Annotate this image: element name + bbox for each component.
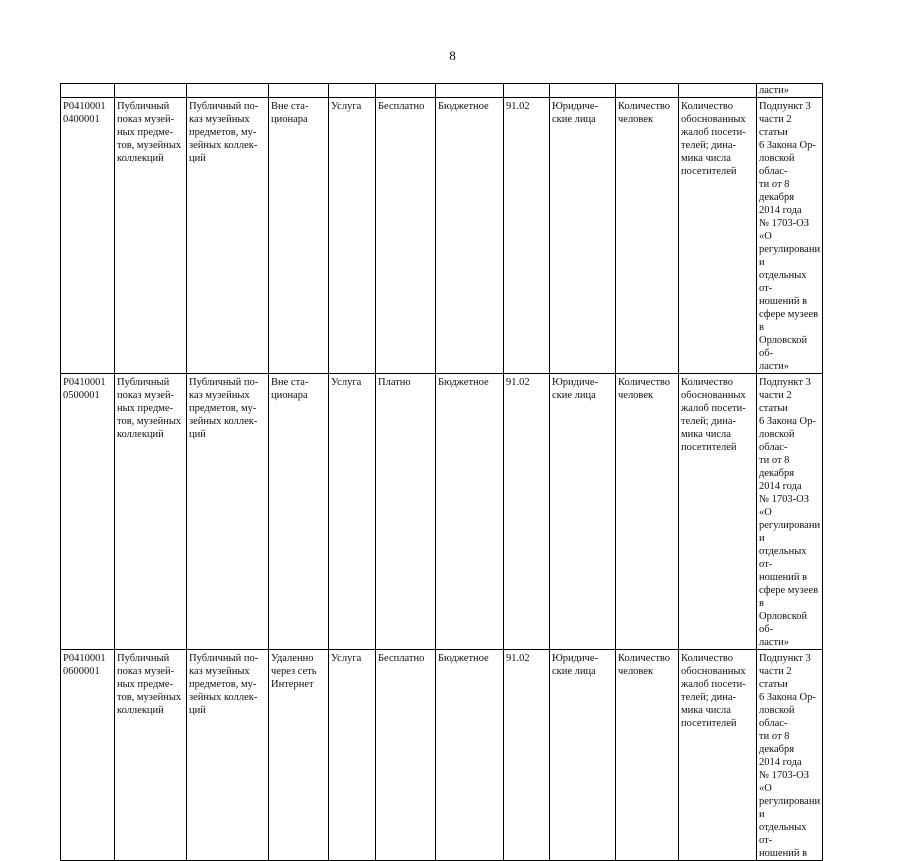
table-cell	[376, 84, 436, 98]
institution-type: Бюджетное	[436, 650, 504, 861]
legal-basis: Подпункт 3 части 2 статьи 6 Закона Ор- ловской облас- ти от 8 декабря 2014 года № 1703-ОЗ «О регулировании отдельных от- ношений в	[757, 650, 823, 861]
table-cell	[115, 84, 187, 98]
table-cell	[269, 84, 329, 98]
table-cell	[504, 84, 550, 98]
quality-indicator: Количество обоснованных жалоб посети- телей; дина- мика числа посетителей	[679, 98, 757, 374]
okved-code: 91.02	[504, 374, 550, 650]
payment-type: Бесплатно	[376, 98, 436, 374]
consumer-category: Юридиче- ские лица	[550, 374, 616, 650]
table-cell	[187, 84, 269, 98]
continued-text: ласти»	[757, 84, 823, 98]
service-name: Публичный показ музей- ных предме- тов, музейных коллекций	[115, 98, 187, 374]
service-condition: Вне ста- ционара	[269, 374, 329, 650]
service-condition: Вне ста- ционара	[269, 98, 329, 374]
legal-basis: Подпункт 3 части 2 статьи 6 Закона Ор- ловской облас- ти от 8 декабря 2014 года № 1703-ОЗ «О регулировании отдельных от- ношений в сфере музеев в Орловской об- ласти»	[757, 374, 823, 650]
table-cell	[436, 84, 504, 98]
service-content: Публичный по- каз музейных предметов, му- зейных коллек- ций	[187, 374, 269, 650]
service-type: Услуга	[329, 374, 376, 650]
table-cell	[550, 84, 616, 98]
service-content: Публичный по- каз музейных предметов, му- зейных коллек- ций	[187, 650, 269, 861]
okved-code: 91.02	[504, 650, 550, 861]
table-row	[61, 98, 823, 374]
quality-indicator: Количество обоснованных жалоб посети- телей; дина- мика числа посетителей	[679, 374, 757, 650]
consumer-category: Юридиче- ские лица	[550, 98, 616, 374]
table-cell	[616, 84, 679, 98]
legal-basis: Подпункт 3 части 2 статьи 6 Закона Ор- ловской облас- ти от 8 декабря 2014 года № 1703-ОЗ «О регулировании отдельных от- ношений в сфере музеев в Орловской об- ласти»	[757, 98, 823, 374]
institution-type: Бюджетное	[436, 374, 504, 650]
payment-type: Платно	[376, 374, 436, 650]
registry-table	[60, 83, 823, 861]
service-name: Публичный показ музей- ных предме- тов, музейных коллекций	[115, 374, 187, 650]
page-number: 8	[449, 48, 456, 63]
institution-type: Бюджетное	[436, 98, 504, 374]
service-content: Публичный по- каз музейных предметов, му- зейных коллек- ций	[187, 98, 269, 374]
service-code: Р0410001 0600001	[61, 650, 115, 861]
service-type: Услуга	[329, 98, 376, 374]
service-condition: Удаленно через сеть Интернет	[269, 650, 329, 861]
service-name: Публичный показ музей- ных предме- тов, музейных коллекций	[115, 650, 187, 861]
volume-indicator: Количество человек	[616, 650, 679, 861]
table-cell	[679, 84, 757, 98]
table-row	[61, 650, 823, 861]
table-cell	[329, 84, 376, 98]
table-row	[61, 374, 823, 650]
volume-indicator: Количество человек	[616, 98, 679, 374]
service-code: Р0410001 0500001	[61, 374, 115, 650]
quality-indicator: Количество обоснованных жалоб посети- телей; дина- мика числа посетителей	[679, 650, 757, 861]
continued-row	[61, 84, 823, 98]
consumer-category: Юридиче- ские лица	[550, 650, 616, 861]
table-cell	[61, 84, 115, 98]
service-type: Услуга	[329, 650, 376, 861]
okved-code: 91.02	[504, 98, 550, 374]
payment-type: Бесплатно	[376, 650, 436, 861]
table-body	[61, 84, 823, 861]
volume-indicator: Количество человек	[616, 374, 679, 650]
service-code: Р0410001 0400001	[61, 98, 115, 374]
